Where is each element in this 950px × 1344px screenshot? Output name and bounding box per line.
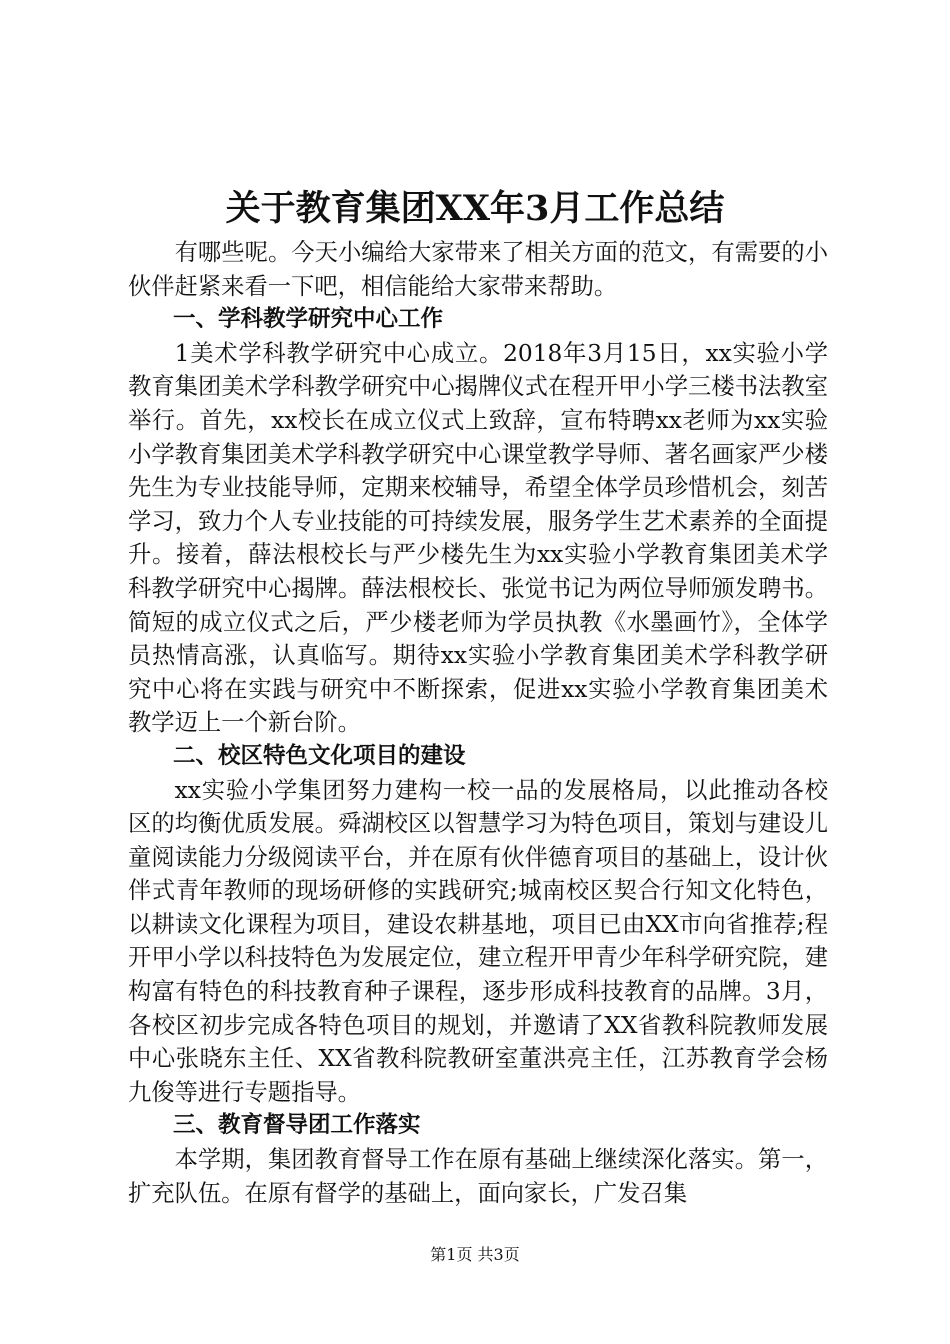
page-footer: 第1页 共3页 (430, 1245, 520, 1264)
section-heading-2: 二、校区特色文化项目的建设 (173, 742, 466, 769)
document-body (128, 236, 828, 1210)
document-title: 关于教育集团XX年3月工作总结 (225, 188, 725, 229)
intro-paragraph: 有哪些呢。今天小编给大家带来了相关方面的范文，有需要的小伙伴赶紧来看一下吧，相信能给大家带来帮助。 (128, 239, 828, 300)
section-paragraph-3: 本学期，集团教育督导工作在原有基础上继续深化落实。第一，扩充队伍。在原有督学的基础上，面向家长，广发召集 (128, 1146, 828, 1207)
section-heading-3: 三、教育督导团工作落实 (173, 1112, 421, 1139)
section-heading-1: 一、学科教学研究中心工作 (173, 306, 444, 333)
section-paragraph-1: 1美术学科教学研究中心成立。2018年3月15日，xx实验小学教育集团美术学科教学研究中心揭牌仪式在程开甲小学三楼书法教室举行。首先，xx校长在成立仪式上致辞，宣布特聘xx老师为xx实验小学教育集团美术学科教学研究中心课堂教学导师、著名画家严少楼先生为专业技能导师，定期来校辅导，希望全体学员珍惜机会，刻苦学习，致力个人专业技能的可持续发展，服务学生艺术素养的全面提升。接着，薛法根校长与严少楼先生为xx实验小学教育集团美术学科教学研究中心揭牌。薛法根校长、张觉书记为两位导师颁发聘书。简短的成立仪式之后，严少楼老师为学员执教《水墨画竹》，全体学员热情高涨，认真临写。期待xx实验小学教育集团美术学科教学研究中心将在实践与研究中不断探索，促进xx实验小学教育集团美术教学迈上一个新台阶。 (128, 339, 828, 737)
section-paragraph-2: xx实验小学集团努力建构一校一品的发展格局，以此推动各校区的均衡优质发展。舜湖校区以智慧学习为特色项目，策划与建设儿童阅读能力分级阅读平台，并在原有伙伴德育项目的基础上，设计伙伴式青年教师的现场研修的实践研究;城南校区契合行知文化特色，以耕读文化课程为项目，建设农耕基地，项目已由XX市向省推荐;程开甲小学以科技特色为发展定位，建立程开甲青少年科学研究院，建构富有特色的科技教育种子课程，逐步形成科技教育的品牌。3月，各校区初步完成各特色项目的规划，并邀请了XX省教科院教师发展中心张晓东主任、XX省教科院教研室董洪亮主任，江苏教育学会杨九俊等进行专题指导。 (128, 776, 828, 1106)
